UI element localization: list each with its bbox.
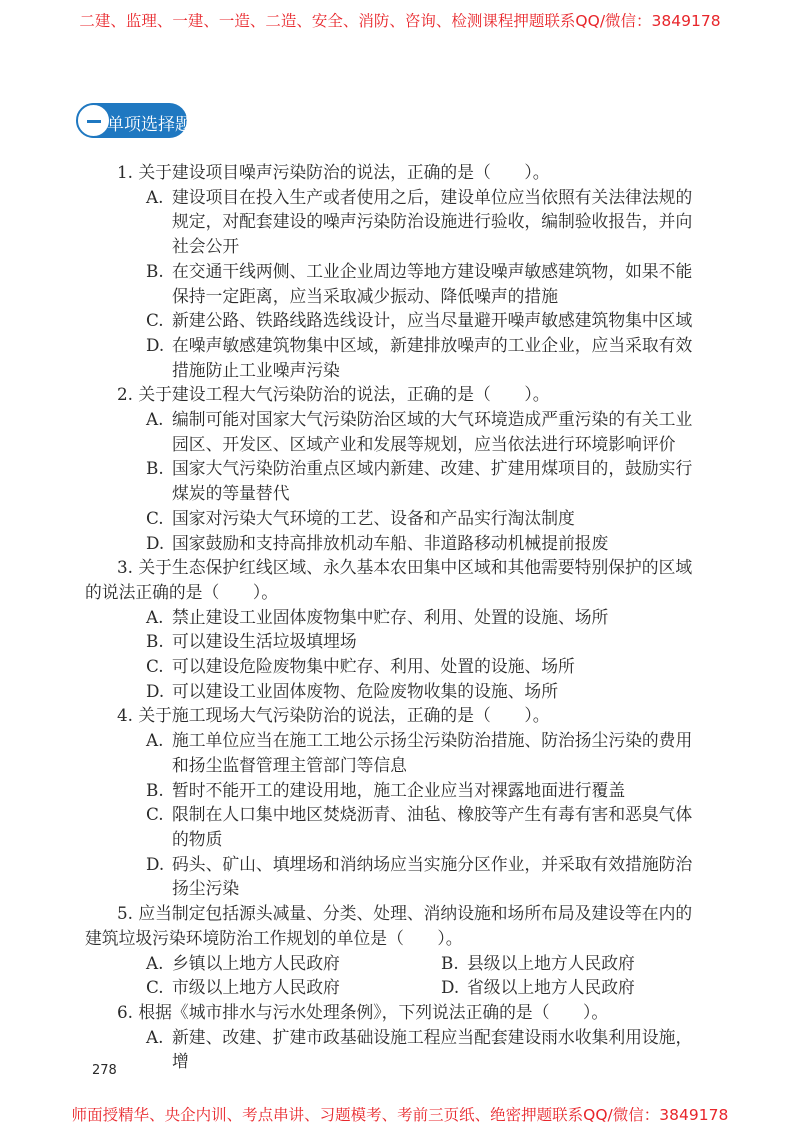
- option-letter: C.: [146, 507, 164, 528]
- header-ad-banner: 二建、监理、一建、一造、二造、安全、消防、咨询、检测课程押题联系QQ/微信：3849178: [79, 12, 721, 30]
- option-text: 在噪声敏感建筑物集中区域，新建排放噪声的工业企业，应当采取有效措施防止工业噪声污染: [172, 334, 693, 380]
- option-text: 县级以上地方人民政府: [467, 952, 635, 973]
- answer-option: [85, 975, 407, 1000]
- answer-option: [85, 185, 697, 259]
- option-text: 可以建设生活垃圾填埋场: [172, 631, 357, 652]
- option-text: 暂时不能开工的建设用地，施工企业应当对裸露地面进行覆盖: [172, 779, 626, 800]
- question-stem: 5. 应当制定包括源头减量、分类、处理、消纳设施和场所布局及建设等在内的建筑垃圾污染环境防治工作规划的单位是（ ）。: [85, 903, 693, 948]
- option-text: 施工单位应当在施工工地公示扬尘污染防治措施、防治扬尘污染的费用和扬尘监督管理主管部门等信息: [172, 730, 693, 775]
- option-text: 国家大气污染防治重点区域内新建、改建、扩建用煤项目的，鼓励实行煤炭的等量替代: [172, 458, 693, 504]
- answer-option: [85, 605, 697, 630]
- option-letter: A.: [146, 409, 164, 430]
- option-letter: A.: [146, 606, 164, 627]
- option-text: 在交通干线两侧、工业企业周边等地方建设噪声敏感建筑物，如果不能保持一定距离，应当采取减少振动、降低噪声的措施: [172, 260, 693, 306]
- minus-circle-icon: [76, 103, 111, 138]
- answer-option: [85, 1025, 697, 1074]
- option-text: 可以建设工业固体废物、危险废物收集的设施、场所: [172, 680, 558, 701]
- section-title: 单项选择题: [107, 115, 192, 135]
- option-letter: C.: [146, 804, 164, 825]
- option-text: 省级以上地方人民政府: [467, 977, 635, 998]
- answer-option: [85, 308, 697, 333]
- option-letter: C.: [146, 310, 164, 331]
- page-number: 278: [92, 1063, 117, 1078]
- option-text: 禁止建设工业固体废物集中贮存、利用、处置的设施、场所: [172, 606, 609, 627]
- option-letter: B.: [146, 458, 164, 479]
- question-stem: 4. 关于施工现场大气污染防治的说法，正确的是（ ）。: [117, 705, 550, 726]
- option-row: [85, 951, 697, 976]
- option-text: 码头、矿山、填埋场和消纳场应当实施分区作业，并采取有效措施防治扬尘污染: [172, 853, 693, 899]
- option-text: 限制在人口集中地区焚烧沥青、油毡、橡胶等产生有毒有害和恶臭气体的物质: [172, 804, 693, 849]
- answer-option: [85, 456, 697, 505]
- answer-option: [407, 951, 635, 976]
- answer-option: [85, 407, 697, 456]
- option-letter: B.: [146, 779, 164, 800]
- question-stem: 3. 关于生态保护红线区域、永久基本农田集中区域和其他需要特别保护的区域的说法正确的是（ ）。: [85, 557, 693, 602]
- option-letter: D.: [146, 680, 165, 701]
- answer-option: [85, 531, 697, 556]
- option-letter: C.: [146, 977, 164, 998]
- option-text: 乡镇以上地方人民政府: [172, 952, 340, 973]
- answer-option: [85, 802, 697, 851]
- option-letter: B.: [146, 631, 164, 652]
- answer-option: [85, 259, 697, 308]
- option-text: 新建公路、铁路线路选线设计，应当尽量避开噪声敏感建筑物集中区域: [172, 310, 693, 331]
- answer-option: [85, 506, 697, 531]
- option-text: 市级以上地方人民政府: [172, 977, 340, 998]
- answer-option: [407, 975, 635, 1000]
- option-letter: D.: [146, 532, 165, 553]
- option-letter: B.: [441, 952, 459, 973]
- section-heading: [77, 103, 192, 138]
- answer-option: [85, 778, 697, 803]
- footer-ad-banner: 师面授精华、央企内训、考点串讲、习题模考、考前三页纸、绝密押题联系QQ/微信：3849178: [71, 1106, 729, 1124]
- option-letter: A.: [146, 186, 164, 207]
- answer-option: [85, 654, 697, 679]
- question-stem: 2. 关于建设工程大气污染防治的说法，正确的是（ ）。: [117, 384, 550, 405]
- option-row: [85, 975, 697, 1000]
- option-letter: C.: [146, 656, 164, 677]
- answer-option: [85, 728, 697, 777]
- option-text: 国家鼓励和支持高排放机动车船、非道路移动机械提前报废: [172, 532, 609, 553]
- option-text: 可以建设危险废物集中贮存、利用、处置的设施、场所: [172, 656, 575, 677]
- option-text: 国家对污染大气环境的工艺、设备和产品实行淘汰制度: [172, 507, 575, 528]
- answer-option: [85, 951, 407, 976]
- question-stem: 1. 关于建设项目噪声污染防治的说法，正确的是（ ）。: [117, 162, 550, 182]
- answer-option: [85, 679, 697, 704]
- answer-option: [85, 852, 697, 901]
- option-letter: D.: [146, 334, 165, 355]
- option-letter: A.: [146, 952, 164, 973]
- option-text: 编制可能对国家大气污染防治区域的大气环境造成严重污染的有关工业园区、开发区、区域产业和发展等规划，应当依法进行环境影响评价: [172, 409, 693, 454]
- answer-option: [85, 333, 697, 382]
- question-stem: 6. 根据《城市排水与污水处理条例》，下列说法正确的是（ ）。: [117, 1001, 609, 1022]
- option-text: 建设项目在投入生产或者使用之后，建设单位应当依照有关法律法规的规定，对配套建设的噪声污染防治设施进行验收，编制验收报告，并向社会公开: [172, 186, 693, 257]
- option-letter: A.: [146, 730, 164, 751]
- option-text: 新建、改建、扩建市政基础设施工程应当配套建设雨水收集利用设施，增: [172, 1026, 693, 1072]
- option-letter: B.: [146, 260, 164, 281]
- question-list: [85, 160, 697, 1074]
- option-letter: D.: [146, 853, 165, 874]
- option-letter: D.: [441, 977, 460, 998]
- option-letter: A.: [146, 1026, 164, 1047]
- answer-option: [85, 629, 697, 654]
